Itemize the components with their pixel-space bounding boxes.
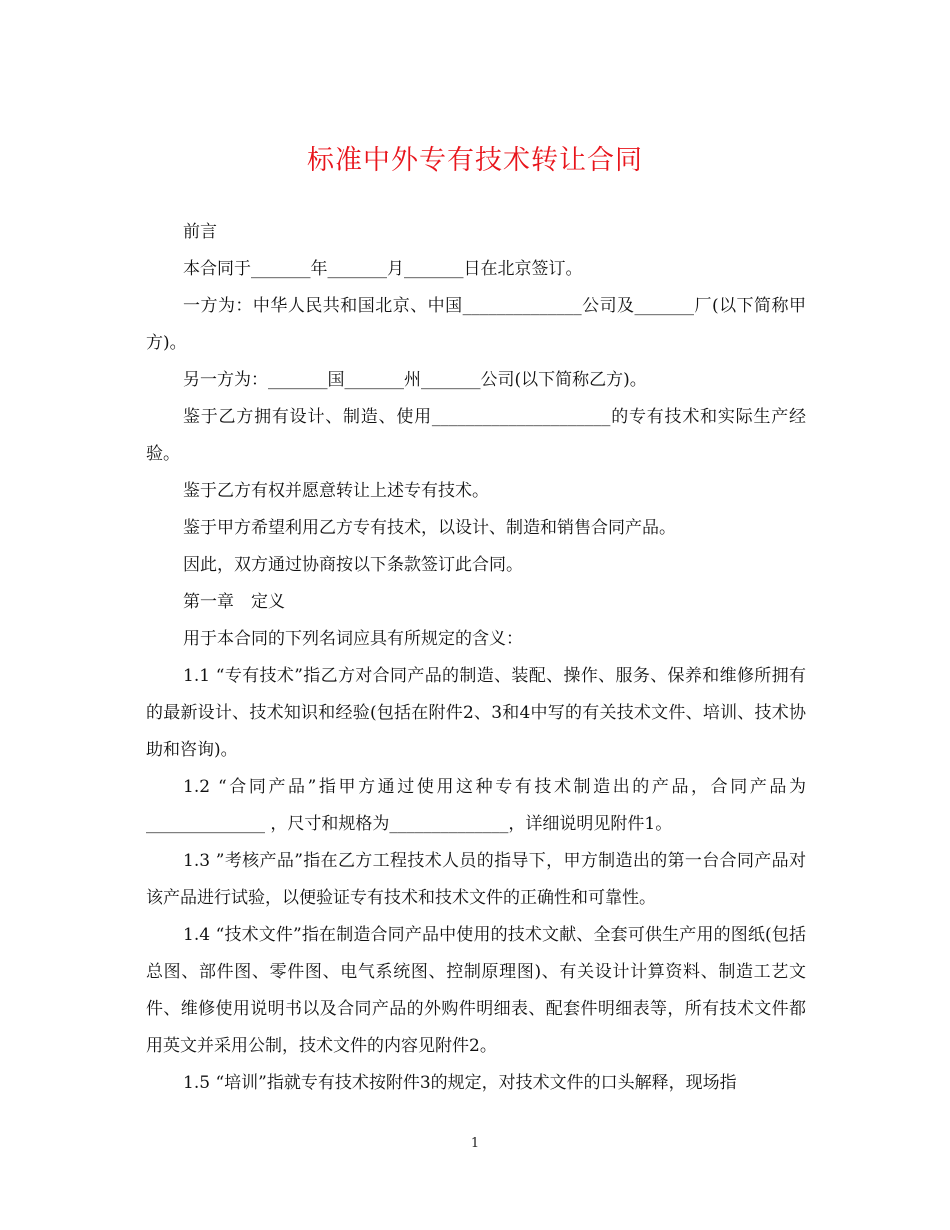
chapter-heading-definitions: 第一章 定义 [183,592,285,612]
paragraph-therefore: 因此，双方通过协商按以下条款签订此合同。 [183,555,523,575]
clause-1-4: 1.4 “技术文件”指在制造合同产品中使用的技术文献、全套可供生产用的图纸(包括总图、部件图、零件图、电气系统图、控制原理图)、有关设计计算资料、制造工艺文件、维修使用说明书以及合同产品的外购件明细表、配套件明细表等，所有技术文件都用英文并采用公制，技术文件的内容见附件2。 [146,925,806,1056]
paragraph-party-a: 一方为：中华人民共和国北京、中国______________公司及_______厂(以下简称甲方)。 [146,296,806,353]
paragraph-preface: 前言 [183,222,217,242]
document-title: 标准中外专有技术转让合同 [307,145,643,176]
document-body [146,214,806,1102]
clause-1-3: 1.3 ”考核产品”指在乙方工程技术人员的指导下，甲方制造出的第一台合同产品对该产品进行试验，以便验证专有技术和技术文件的正确性和可靠性。 [146,851,806,908]
clause-1-5: 1.5 “培训”指就专有技术按附件3的规定，对技术文件的口头解释，现场指 [183,1073,737,1093]
paragraph-whereas-1: 鉴于乙方拥有设计、制造、使用_____________________的专有技术和实际生产经验。 [146,407,806,464]
paragraph-whereas-3: 鉴于甲方希望利用乙方专有技术，以设计、制造和销售合同产品。 [183,518,676,538]
paragraph-definitions-intro: 用于本合同的下列名词应具有所规定的含义： [183,629,523,649]
page-number: 1 [470,1136,480,1151]
paragraph-party-b: 另一方为：_______国_______州_______公司(以下简称乙方)。 [183,370,647,390]
clause-1-2: 1.2 “合同产品”指甲方通过使用这种专有技术制造出的产品，合同产品为______________ ，尺寸和规格为______________，详细说明见附件1。 [146,777,806,834]
paragraph-whereas-2: 鉴于乙方有权并愿意转让上述专有技术。 [183,481,489,501]
paragraph-signing-date: 本合同于_______年_______月_______日在北京签订。 [183,259,583,279]
clause-1-1: 1.1 “专有技术”指乙方对合同产品的制造、装配、操作、服务、保养和维修所拥有的最新设计、技术知识和经验(包括在附件2、3和4中写的有关技术文件、培训、技术协助和咨询)。 [146,666,806,760]
